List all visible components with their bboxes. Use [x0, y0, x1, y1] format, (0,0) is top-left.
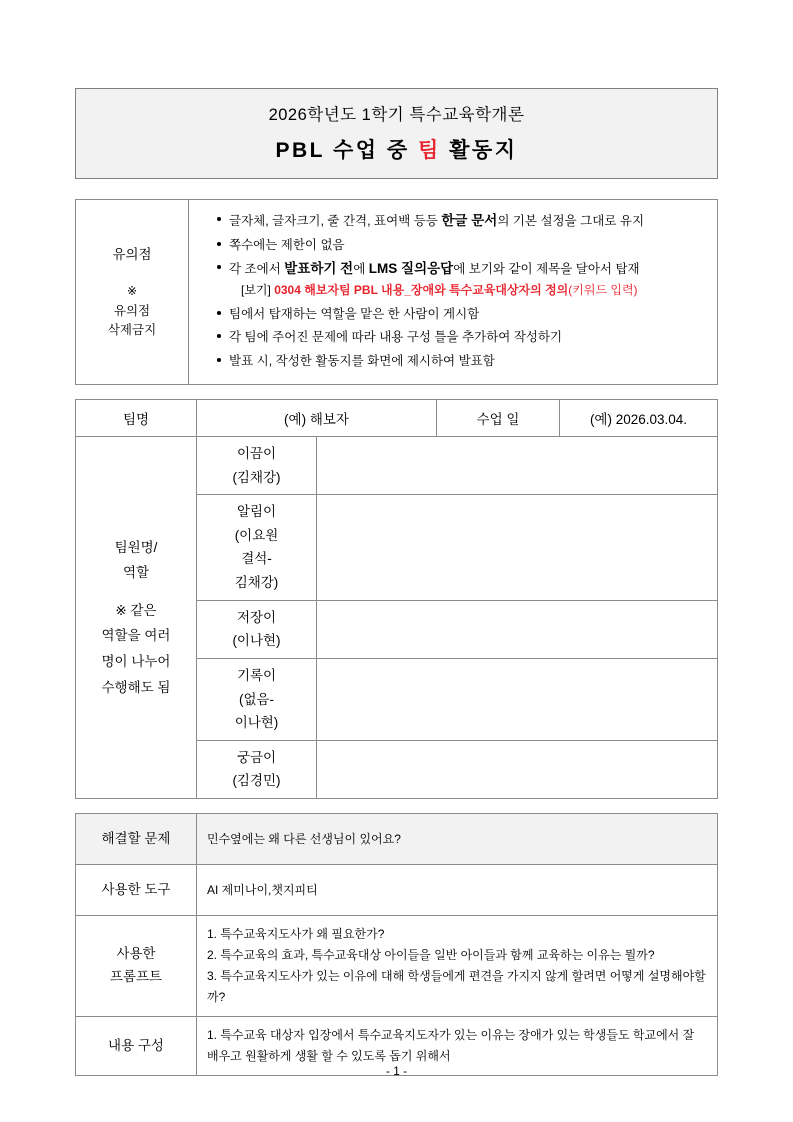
table-row: [76, 916, 718, 1017]
page-number: - 1 -: [385, 1064, 408, 1078]
role-line: 궁금이: [236, 749, 277, 765]
role-name-cell: [197, 658, 317, 740]
notes-label-sub-2: 삭제금지: [107, 322, 157, 337]
spacer: [75, 385, 718, 399]
paragraph: 1. 특수교육 대상자 입장에서 특수교육지도자가 있는 이유는 장애가 있는 학생들도 학교에서 잘 배우고 원활하게 생활 할 수 있도록 돕기 위해서: [207, 1028, 695, 1064]
list-item: [217, 210, 705, 232]
team-name-value[interactable]: (예) 해보자: [197, 399, 437, 436]
role-line: 기록이: [236, 667, 277, 683]
members-label-line-1: 팀원명/: [114, 539, 158, 555]
page-title-prefix: PBL 수업 중: [275, 139, 418, 162]
list-item: [217, 258, 705, 300]
role-name-cell: [197, 740, 317, 798]
paragraph: 3. 특수교육지도사가 있는 이유에 대해 학생들에게 편견을 가지지 않게 할려면 어떻게 설명해야할까?: [207, 969, 706, 1005]
note-text: 각 조에서: [229, 262, 285, 277]
note-text-tail: 의 기본 설정을 그대로 유지: [497, 214, 645, 228]
role-value-cell[interactable]: [317, 658, 718, 740]
paragraph: 2. 특수교육의 효과, 특수교육대상 아이들을 일반 아이들과 함께 교육하는 이유는 뭘까?: [207, 948, 655, 963]
role-line: (이나현): [232, 633, 281, 649]
spacer: [75, 179, 718, 199]
note-emphasis: 발표하기 전: [284, 261, 354, 277]
note-text: 글자체, 글자크기, 줄 간격, 표여백 등등: [229, 214, 442, 228]
notes-content-cell: [189, 200, 718, 385]
members-note-line-4: 수행해도 됨: [101, 679, 171, 695]
members-role-label: [76, 436, 197, 798]
note-emphasis: 한글 문서: [441, 213, 498, 228]
prompt-label-line-2: 프롬프트: [109, 969, 163, 985]
paragraph: 1. 특수교육지도사가 왜 필요한가?: [207, 927, 385, 942]
team-name-label: 팀명: [76, 399, 197, 436]
example-tail: (키워드 입력): [568, 282, 638, 297]
note-text-tail: 에 보기와 같이 제목을 달아서 탑재: [453, 262, 640, 277]
table-row: [76, 200, 718, 385]
members-note-line-1: ※ 같은: [115, 602, 157, 618]
problem-value[interactable]: [197, 814, 718, 865]
example-bracket: [보기]: [241, 282, 275, 297]
spacer: [80, 586, 192, 598]
prompt-label-line-1: 사용한: [116, 946, 156, 962]
composition-label: 내용 구성: [76, 1017, 197, 1076]
role-line: (김경민): [232, 773, 281, 789]
paragraph: AI 제미나이,챗지피티: [207, 882, 318, 897]
role-line: 김채강): [234, 575, 279, 591]
role-value-cell[interactable]: [317, 436, 718, 494]
content-table: [75, 813, 718, 1076]
notes-label: 유의점: [112, 247, 152, 263]
course-title: 2026학년도 1학기 특수교육학개론: [268, 106, 525, 124]
members-note-line-2: 역할을 여러: [101, 628, 171, 644]
class-date-label: 수업 일: [437, 399, 560, 436]
members-note-line-3: 명이 나누어: [101, 654, 171, 670]
role-line: (이요원: [234, 527, 279, 543]
list-item: [217, 327, 705, 347]
role-line: 저장이: [236, 609, 277, 625]
table-row: [76, 399, 718, 436]
table-row: [76, 814, 718, 865]
role-value-cell[interactable]: [317, 600, 718, 658]
note-text: 쪽수에는 제한이 없음: [229, 237, 345, 252]
notes-label-sub-1: 유의점: [113, 304, 151, 319]
page-title: [76, 134, 717, 164]
example-title: 0304 해보자팀 PBL 내용_장애와 특수교육대상자의 정의: [274, 282, 569, 297]
class-date-value[interactable]: (예) 2026.03.04.: [560, 399, 718, 436]
team-info-table: [75, 399, 718, 799]
role-line: 이끔이: [236, 445, 277, 461]
role-value-cell[interactable]: [317, 740, 718, 798]
list-item: [217, 351, 705, 371]
note-text: 각 팀에 주어진 문제에 따라 내용 구성 틀을 추가하여 작성하기: [229, 330, 563, 345]
role-value-cell[interactable]: [317, 495, 718, 601]
note-emphasis-2: LMS 질의응답: [368, 261, 454, 277]
problem-label: 해결할 문제: [76, 814, 197, 865]
tools-label: 사용한 도구: [76, 865, 197, 916]
role-name-cell: [197, 436, 317, 494]
role-line: (없음-: [238, 691, 275, 707]
role-name-cell: [197, 600, 317, 658]
list-item: [217, 304, 705, 324]
paragraph: 민수옆에는 왜 다른 선생님이 있어요?: [207, 831, 401, 846]
notes-list: [203, 210, 705, 371]
table-row: [76, 865, 718, 916]
role-line: 이나현): [234, 715, 279, 731]
tools-value[interactable]: [197, 865, 718, 916]
note-text: 발표 시, 작성한 활동지를 화면에 제시하여 발표함: [229, 353, 495, 368]
notes-example: [229, 281, 705, 300]
list-item: [217, 235, 705, 255]
role-name-cell: [197, 495, 317, 601]
members-label-line-2: 역할: [122, 565, 150, 581]
page-title-highlight: 팀: [417, 139, 441, 162]
table-row: [76, 436, 718, 494]
document-title-box: [75, 88, 718, 179]
role-line: 알림이: [236, 504, 277, 520]
note-text-mid: 에: [353, 262, 369, 277]
page-title-suffix: 활동지: [440, 139, 518, 162]
spacer: [75, 799, 718, 813]
notes-label-cell: [76, 200, 189, 385]
asterisk-icon: ※: [126, 284, 138, 299]
prompt-label: [76, 916, 197, 1017]
note-text: 팀에서 탑재하는 역할을 맡은 한 사람이 게시함: [229, 307, 480, 322]
notes-table: [75, 199, 718, 385]
prompt-value[interactable]: [197, 916, 718, 1017]
role-line: (김채강): [232, 469, 281, 485]
role-line: 결석-: [241, 551, 272, 567]
